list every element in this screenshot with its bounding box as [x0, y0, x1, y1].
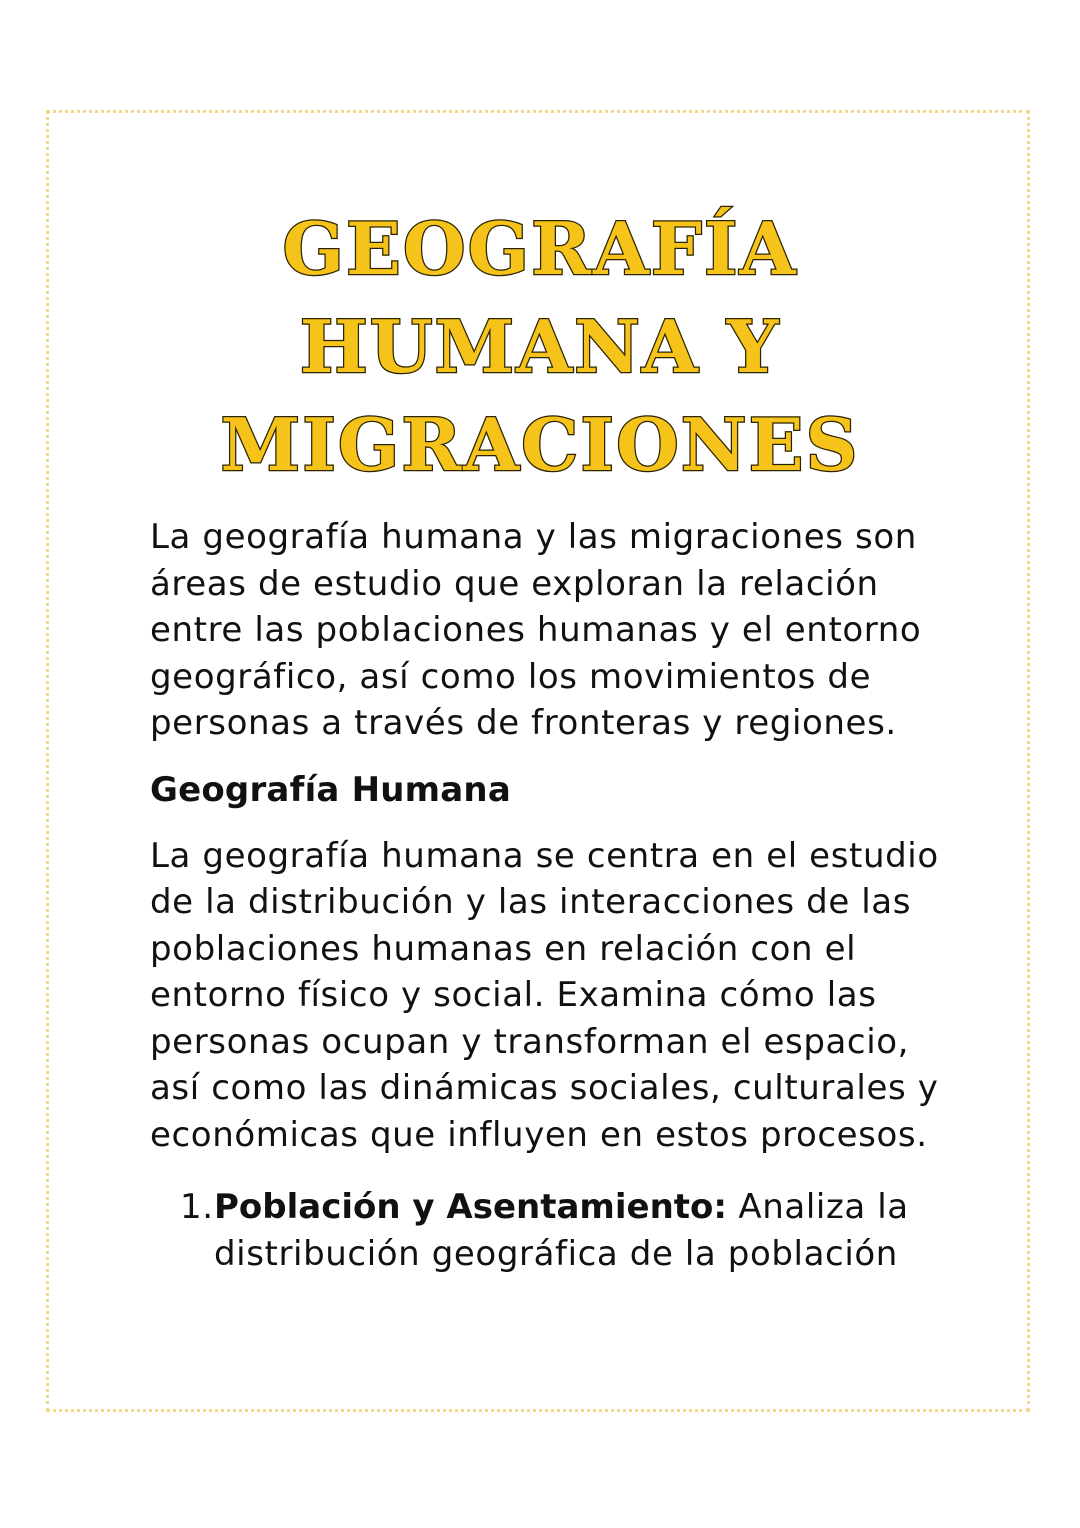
numbered-list [150, 1184, 940, 1277]
page-title [0, 200, 1080, 494]
list-item [150, 1184, 940, 1277]
title-line-2: HUMANA Y [299, 304, 781, 389]
section-paragraph: La geografía humana se centra en el estudio de la distribución y las interacciones de las poblaciones humanas en relación con el entorno físico y social. Examina cómo las personas ocupan y transforman el espacio, así como las dinámicas sociales, culturales y económicas que influyen en estos procesos. [150, 835, 939, 1155]
title-line-3: MIGRACIONES [220, 402, 860, 487]
list-item-number: 1. [180, 1187, 214, 1227]
list-item-term: Población y Asentamiento: [214, 1187, 727, 1227]
intro-paragraph: La geografía humana y las migraciones son áreas de estudio que exploran la relación entre las poblaciones humanas y el entorno geográfico, así como los movimientos de personas a través de fronteras y regiones. [150, 517, 922, 743]
section-heading: Geografía Humana [150, 769, 511, 810]
title-line-1: GEOGRAFÍA [282, 206, 798, 291]
document-content [150, 514, 940, 1277]
list-item-text: Analiza la distribución geográfica de la población [214, 1187, 909, 1274]
